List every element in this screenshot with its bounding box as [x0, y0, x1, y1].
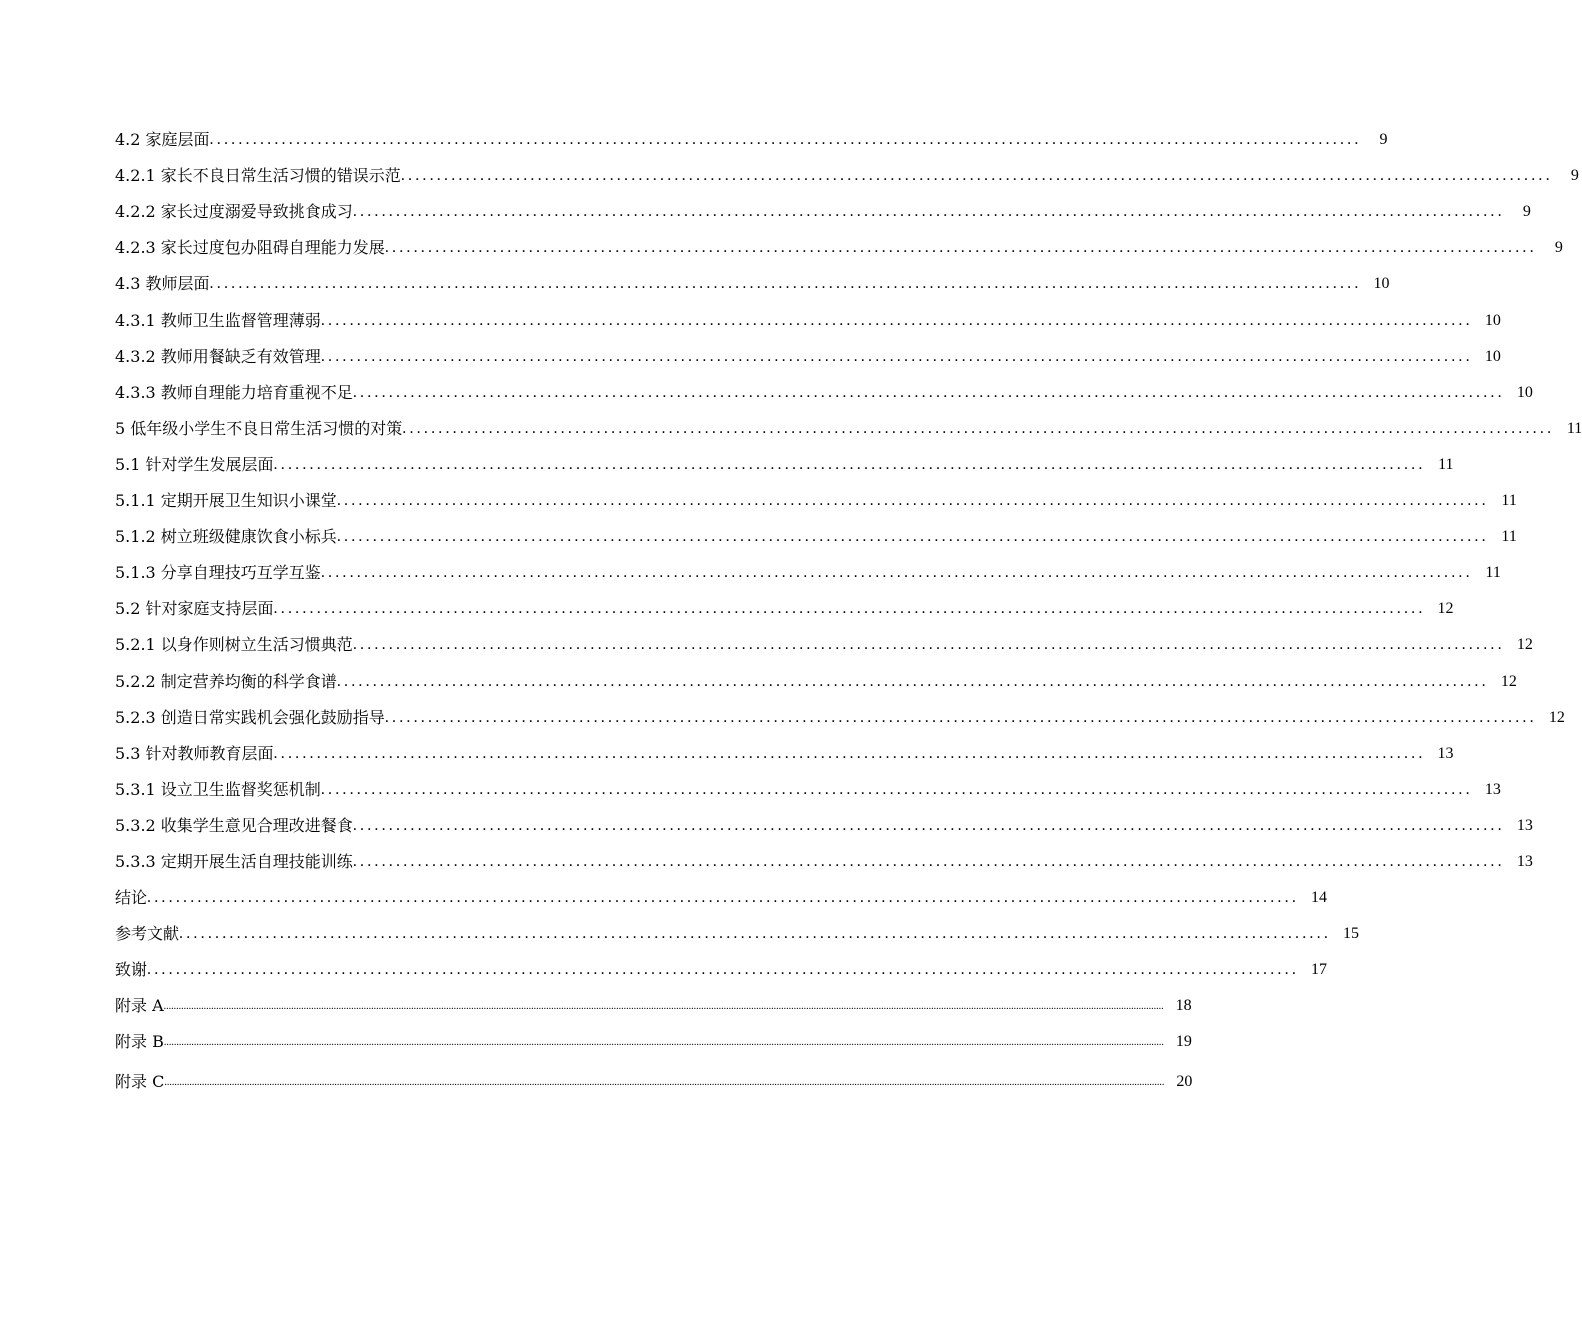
toc-page-number: 9: [1570, 167, 1579, 185]
toc-dot-leader: ................................................................................................................................................................: [336, 492, 1489, 510]
toc-entry[interactable]: [115, 475, 1517, 511]
toc-entry-title: 结论: [115, 888, 148, 908]
toc-page-number: 13: [1484, 780, 1501, 798]
toc-dot-leader: ................................................................................................................................................................: [320, 311, 1473, 329]
toc-entry-title: 参考文献: [115, 924, 180, 944]
toc-dot-leader: ................................................................................................................................................................: [352, 636, 1505, 654]
toc-entry[interactable]: [115, 908, 1360, 944]
toc-page-number: 11: [1566, 419, 1582, 437]
toc-entry[interactable]: [115, 547, 1501, 583]
toc-page-number: 11: [1485, 564, 1501, 582]
toc-page-number: 10: [1484, 347, 1501, 365]
toc-page-number: 12: [1516, 636, 1533, 654]
toc-dot-leader: ................................................................................................................................................................: [273, 744, 1426, 762]
toc-entry[interactable]: [115, 800, 1533, 836]
toc-entry-title: 致谢: [115, 960, 148, 980]
toc-entry-title: 5.3.3 定期开展生活自理技能训练: [115, 851, 353, 871]
toc-entry-title: 4.2 家庭层面: [115, 130, 210, 150]
toc-dot-leader: ................................................................................................................................................................: [352, 203, 1505, 221]
toc-page-number: 13: [1516, 816, 1533, 834]
toc-dot-leader: ................................................................................................................................................................................................................................................................................................................................................................................................................: [164, 1076, 1165, 1088]
toc-entry-title: 5.1 针对学生发展层面: [115, 454, 274, 474]
toc-entry[interactable]: [115, 944, 1328, 980]
toc-page-number: 12: [1548, 708, 1565, 726]
toc-page-number: 9: [1554, 239, 1563, 257]
toc-entry-title: 5 低年级小学生不良日常生活习惯的对策: [115, 418, 403, 438]
toc-entry[interactable]: [115, 367, 1533, 403]
toc-dot-leader: ................................................................................................................................................................: [384, 708, 1537, 726]
toc-dot-leader: ................................................................................................................................................................: [352, 852, 1505, 870]
toc-entry-title: 4.2.1 家长不良日常生活习惯的错误示范: [115, 166, 401, 186]
toc-entry-title: 5.3.2 收集学生意见合理改进餐食: [115, 815, 353, 835]
toc-dot-leader: ................................................................................................................................................................: [402, 419, 1555, 437]
toc-dot-leader: ................................................................................................................................................................: [273, 600, 1426, 618]
toc-entry[interactable]: [115, 294, 1501, 330]
toc-page-number: 19: [1175, 1033, 1192, 1051]
toc-page-number: 10: [1516, 383, 1533, 401]
toc-entry[interactable]: [115, 583, 1454, 619]
toc-dot-leader: ................................................................................................................................................................: [320, 780, 1473, 798]
toc-dot-leader: ................................................................................................................................................................: [352, 816, 1505, 834]
toc-page-number: 9: [1522, 203, 1531, 221]
toc-page-number: 12: [1437, 600, 1454, 618]
toc-page-number: 14: [1311, 889, 1328, 907]
toc-dot-leader: ................................................................................................................................................................: [384, 239, 1537, 257]
toc-page-number: 13: [1516, 852, 1533, 870]
toc-dot-leader: ................................................................................................................................................................: [352, 383, 1505, 401]
toc-entry[interactable]: [115, 258, 1390, 294]
toc-page-number: 13: [1437, 744, 1454, 762]
toc-page-number: 20: [1176, 1072, 1193, 1090]
toc-entry[interactable]: [115, 331, 1501, 367]
toc-entry[interactable]: [115, 186, 1531, 222]
toc-entry[interactable]: [115, 872, 1328, 908]
toc-page-number: 9: [1379, 131, 1388, 149]
toc-dot-leader: ................................................................................................................................................................................................................................................................................................................................................................................................................: [163, 1037, 1164, 1049]
toc-entry-title: 4.3 教师层面: [115, 274, 210, 294]
toc-entry-title: 5.2.2 制定营养均衡的科学食谱: [115, 671, 337, 691]
toc-dot-leader: ................................................................................................................................................................: [336, 672, 1489, 690]
toc-page-number: 15: [1343, 925, 1360, 943]
toc-entry-title: 4.2.3 家长过度包办阻碍自理能力发展: [115, 238, 385, 258]
toc-entry-title: 5.1.1 定期开展卫生知识小课堂: [115, 491, 337, 511]
toc-entry-title: 附录 C: [115, 1071, 165, 1091]
toc-entry[interactable]: [115, 619, 1533, 655]
toc-dot-leader: ................................................................................................................................................................................................................................................................................................................................................................................................................: [163, 1001, 1164, 1013]
toc-entry-title: 5.1.2 树立班级健康饮食小标兵: [115, 527, 337, 547]
toc-page-number: 17: [1311, 961, 1328, 979]
toc-dot-leader: ................................................................................................................................................................: [209, 275, 1362, 293]
toc-dot-leader: ................................................................................................................................................................: [209, 131, 1362, 149]
toc-page-number: 11: [1438, 455, 1454, 473]
toc-entry-title: 5.1.3 分享自理技巧互学互鉴: [115, 563, 321, 583]
toc-entry[interactable]: [115, 655, 1517, 691]
toc-dot-leader: ................................................................................................................................................................: [400, 167, 1553, 185]
toc-entry-title: 5.3.1 设立卫生监督奖惩机制: [115, 779, 321, 799]
toc-entry-title: 4.3.3 教师自理能力培育重视不足: [115, 382, 353, 402]
toc-dot-leader: ................................................................................................................................................................: [147, 961, 1300, 979]
toc-entry-title: 5.3 针对教师教育层面: [115, 743, 274, 763]
toc-entry[interactable]: [115, 511, 1517, 547]
toc-entry[interactable]: [115, 728, 1454, 764]
toc-entry-title: 4.2.2 家长过度溺爱导致挑食成习: [115, 202, 353, 222]
toc-entry[interactable]: [115, 1016, 1192, 1052]
toc-dot-leader: ................................................................................................................................................................: [320, 564, 1473, 582]
toc-entry-title: 5.2.1 以身作则树立生活习惯典范: [115, 635, 353, 655]
toc-entry[interactable]: [115, 1055, 1193, 1091]
toc-entry-title: 4.3.2 教师用餐缺乏有效管理: [115, 346, 321, 366]
toc-dot-leader: ................................................................................................................................................................: [273, 455, 1426, 473]
toc-entry-title: 附录 A: [115, 996, 164, 1016]
toc-entry[interactable]: [115, 150, 1579, 186]
toc-entry-title: 5.2 针对家庭支持层面: [115, 599, 274, 619]
toc-page-number: 18: [1175, 997, 1192, 1015]
toc-entry[interactable]: [115, 403, 1582, 439]
toc-entry-title: 5.2.3 创造日常实践机会强化鼓励指导: [115, 707, 385, 727]
toc-page-number: 10: [1484, 311, 1501, 329]
toc-dot-leader: ................................................................................................................................................................: [179, 925, 1332, 943]
toc-entry-title: 4.3.1 教师卫生监督管理薄弱: [115, 310, 321, 330]
toc-page-number: 12: [1500, 672, 1517, 690]
toc-entry[interactable]: [115, 836, 1533, 872]
toc-dot-leader: ................................................................................................................................................................: [320, 347, 1473, 365]
toc-entry[interactable]: [115, 980, 1192, 1016]
toc-entry[interactable]: [115, 439, 1454, 475]
toc-page-number: 11: [1501, 492, 1517, 510]
toc-entry[interactable]: [115, 692, 1565, 728]
table-of-contents: [115, 114, 1582, 1092]
toc-entry[interactable]: [115, 114, 1388, 150]
toc-dot-leader: ................................................................................................................................................................: [147, 889, 1300, 907]
toc-entry[interactable]: [115, 764, 1501, 800]
toc-entry-title: 附录 B: [115, 1032, 164, 1052]
toc-page-number: 11: [1501, 528, 1517, 546]
toc-entry[interactable]: [115, 222, 1563, 258]
toc-dot-leader: ................................................................................................................................................................: [336, 528, 1489, 546]
toc-page-number: 10: [1373, 275, 1390, 293]
